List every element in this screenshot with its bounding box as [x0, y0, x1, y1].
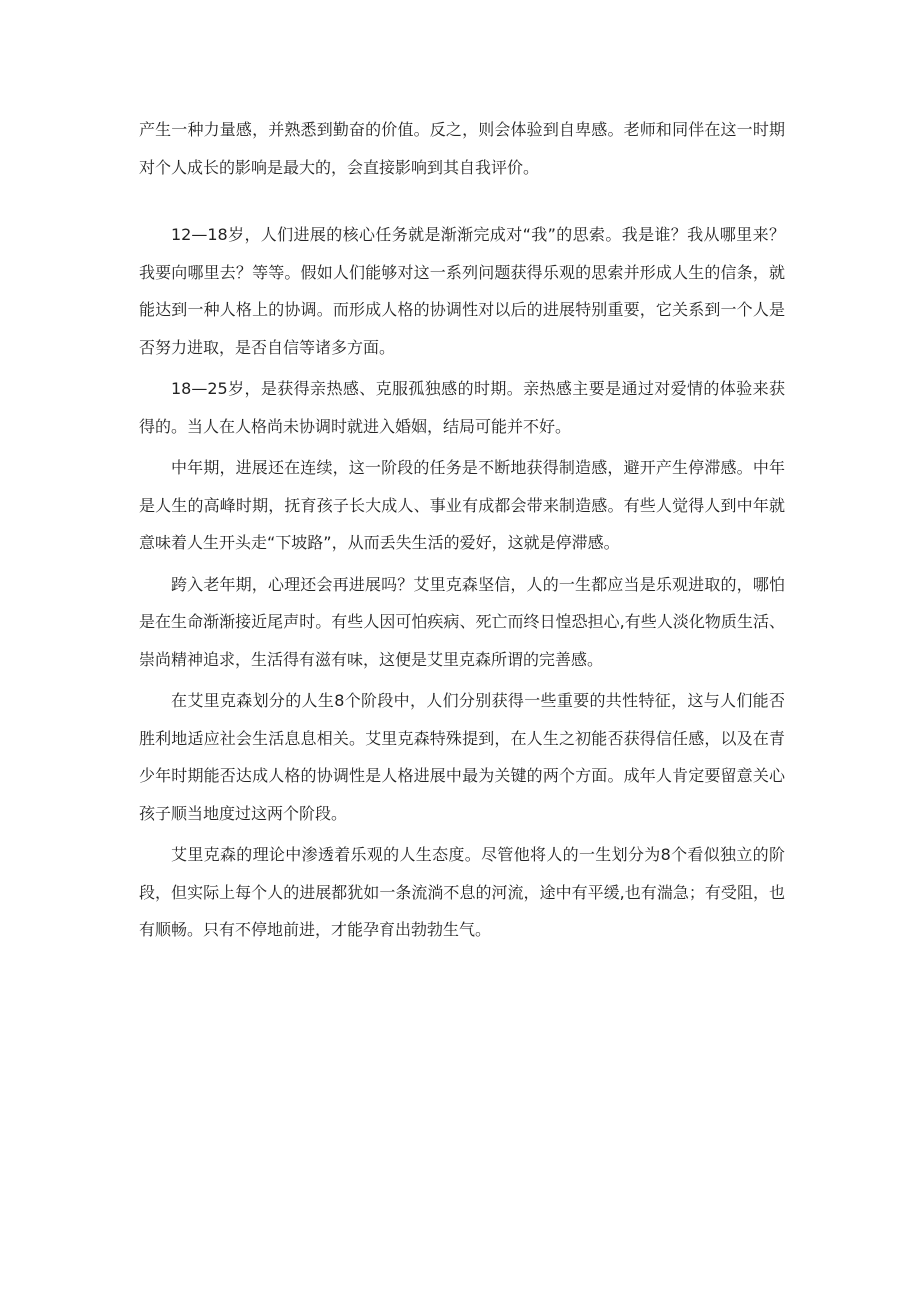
paragraph-3: 18—25岁，是获得亲热感、克服孤独感的时期。亲热感主要是通过对爱情的体验来获得的。当人在人格尚未协调时就进入婚姻，结局可能并不好。: [139, 379, 785, 436]
paragraph-7: 艾里克森的理论中渗透着乐观的人生态度。尽管他将人的一生划分为8个看似独立的阶段，但实际上每个人的进展都犹如一条流淌不息的河流，途中有平缓,也有湍急；有受阻，也有顺畅。只有不停地前进，才能孕育出勃勃生气。: [139, 845, 785, 939]
document-page: [139, 111, 785, 949]
paragraph-2: 12—18岁，人们进展的核心任务就是渐渐完成对“我”的思索。我是谁？我从哪里来？我要向哪里去？等等。假如人们能够对这一系列问题获得乐观的思索并形成人生的信条，就能达到一种人格上的协调。而形成人格的协调性对以后的进展特别重要，它关系到一个人是否努力进取，是否自信等诸多方面。: [139, 225, 785, 357]
paragraph-5: 跨入老年期，心理还会再进展吗？艾里克森坚信，人的一生都应当是乐观进取的，哪怕是在生命渐渐接近尾声时。有些人因可怕疾病、死亡而终日惶恐担心,有些人淡化物质生活、崇尚精神追求，生活得有滋有味，这便是艾里克森所谓的完善感。: [139, 574, 785, 669]
paragraph-1: 产生一种力量感，并熟悉到勤奋的价值。反之，则会体验到自卑感。老师和同伴在这一时期对个人成长的影响是最大的，会直接影响到其自我评价。: [139, 120, 785, 177]
paragraph-4: 中年期，进展还在连续，这一阶段的任务是不断地获得制造感，避开产生停滞感。中年是人生的高峰时期，抚育孩子长大成人、事业有成都会带来制造感。有些人觉得人到中年就意味着人生开头走“下坡路”，从而丢失生活的爱好，这就是停滞感。: [139, 458, 785, 552]
paragraph-6: 在艾里克森划分的人生8个阶段中，人们分别获得一些重要的共性特征，这与人们能否胜利地适应社会生活息息相关。艾里克森特殊提到，在人生之初能否获得信任感，以及在青少年时期能否达成人格的协调性是人格进展中最为关键的两个方面。成年人肯定要留意关心孩子顺当地度过这两个阶段。: [139, 691, 785, 823]
